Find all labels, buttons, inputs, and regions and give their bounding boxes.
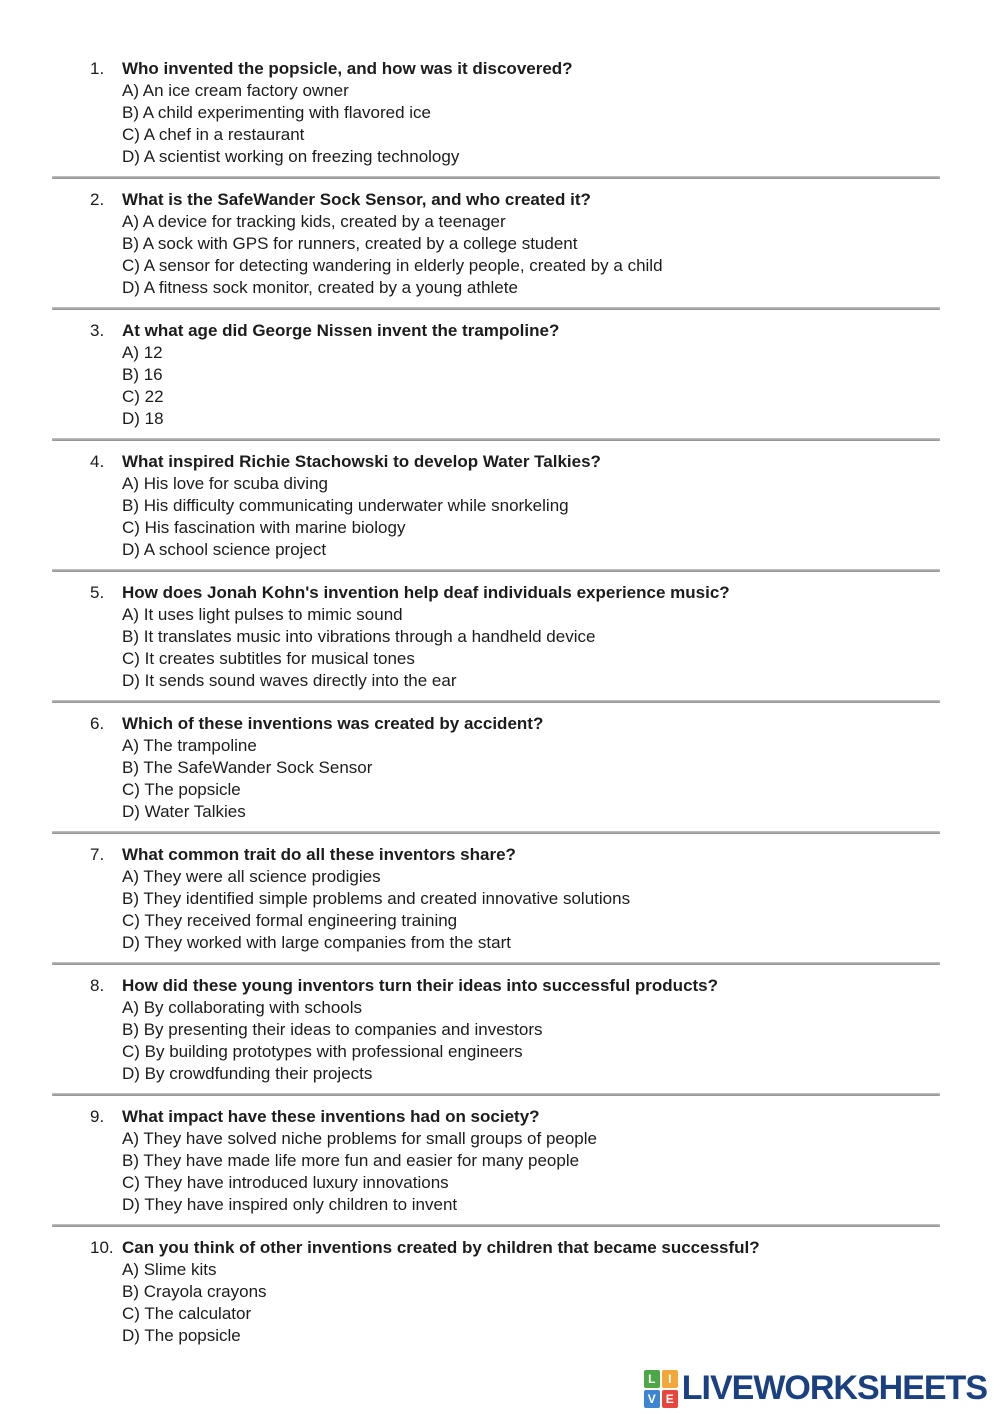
answer-option[interactable]: B) The SafeWander Sock Sensor [122,758,373,777]
answer-option[interactable]: C) His fascination with marine biology [122,518,406,537]
question-divider [52,962,940,965]
answer-options [90,735,940,823]
question-block [90,189,940,299]
answer-option[interactable]: A) It uses light pulses to mimic sound [122,605,403,624]
answer-option[interactable]: D) 18 [122,409,164,428]
question-text: What is the SafeWander Sock Sensor, and who created it? [122,190,591,209]
logo-square-i: I [662,1370,678,1388]
answer-option[interactable]: C) A chef in a restaurant [122,125,305,144]
answer-options [90,1259,940,1347]
answer-option[interactable]: A) By collaborating with schools [122,998,363,1017]
question-divider [52,438,940,441]
question-number: 4. [90,452,105,471]
answer-option[interactable]: D) A school science project [122,540,327,559]
question-divider [52,1093,940,1096]
answer-options [90,473,940,561]
logo-square-v: V [644,1390,660,1408]
answer-option[interactable]: C) By building prototypes with professional engineers [122,1042,523,1061]
answer-option[interactable]: C) The calculator [122,1304,252,1323]
question-block [90,844,940,954]
answer-options [90,211,940,299]
question-text: How did these young inventors turn their ideas into successful products? [122,976,719,995]
answer-options [90,342,940,430]
logo-square-l: L [644,1370,660,1388]
question-block [90,58,940,168]
question-number: 2. [90,190,105,209]
question-divider [52,307,940,310]
question-divider [52,1224,940,1227]
question-block [90,713,940,823]
question-number: 6. [90,714,105,733]
question-block [90,1106,940,1216]
question-block [90,1237,940,1347]
answer-option[interactable]: D) A fitness sock monitor, created by a young athlete [122,278,518,297]
answer-option[interactable]: B) They have made life more fun and easier for many people [122,1151,580,1170]
question-divider [52,569,940,572]
question-block [90,320,940,430]
answer-option[interactable]: A) 12 [122,343,163,362]
question-divider [52,700,940,703]
question-block [90,451,940,561]
answer-options [90,997,940,1085]
answer-option[interactable]: B) They identified simple problems and created innovative solutions [122,889,631,908]
question-number: 8. [90,976,105,995]
answer-option[interactable]: C) A sensor for detecting wandering in elderly people, created by a child [122,256,663,275]
question-number: 10. [90,1238,114,1257]
answer-options [90,866,940,954]
answer-option[interactable]: B) A child experimenting with flavored ice [122,103,431,122]
answer-options [90,80,940,168]
answer-option[interactable]: D) By crowdfunding their projects [122,1064,373,1083]
answer-option[interactable]: D) They have inspired only children to invent [122,1195,458,1214]
answer-option[interactable]: B) Crayola crayons [122,1282,267,1301]
answer-option[interactable]: B) 16 [122,365,163,384]
answer-option[interactable]: B) By presenting their ideas to companies and investors [122,1020,543,1039]
question-block [90,975,940,1085]
question-text: What inspired Richie Stachowski to develop Water Talkies? [122,452,601,471]
question-text: What impact have these inventions had on society? [122,1107,540,1126]
question-text: How does Jonah Kohn's invention help deaf individuals experience music? [122,583,730,602]
liveworksheets-footer [644,1369,987,1408]
question-number: 7. [90,845,105,864]
question-divider [52,831,940,834]
answer-option[interactable]: C) The popsicle [122,780,241,799]
question-text: At what age did George Nissen invent the trampoline? [122,321,560,340]
answer-option[interactable]: C) It creates subtitles for musical tones [122,649,415,668]
answer-option[interactable]: A) An ice cream factory owner [122,81,349,100]
answer-option[interactable]: B) It translates music into vibrations through a handheld device [122,627,596,646]
question-text: Which of these inventions was created by accident? [122,714,544,733]
answer-option[interactable]: C) 22 [122,387,164,406]
answer-option[interactable]: D) The popsicle [122,1326,241,1345]
answer-option[interactable]: D) They worked with large companies from the start [122,933,511,952]
answer-option[interactable]: B) A sock with GPS for runners, created by a college student [122,234,578,253]
answer-option[interactable]: A) They have solved niche problems for small groups of people [122,1129,597,1148]
question-text: What common trait do all these inventors share? [122,845,516,864]
question-divider [52,176,940,179]
question-number: 3. [90,321,105,340]
answer-option[interactable]: D) Water Talkies [122,802,246,821]
answer-option[interactable]: A) A device for tracking kids, created by a teenager [122,212,506,231]
answer-option[interactable]: D) It sends sound waves directly into the ear [122,671,457,690]
question-number: 9. [90,1107,105,1126]
question-number: 5. [90,583,105,602]
answer-option[interactable]: A) They were all science prodigies [122,867,381,886]
question-text: Who invented the popsicle, and how was it discovered? [122,59,573,78]
answer-option[interactable]: C) They received formal engineering training [122,911,458,930]
answer-option[interactable]: A) Slime kits [122,1260,217,1279]
logo-square-e: E [662,1390,678,1408]
question-text: Can you think of other inventions created by children that became successful? [122,1238,760,1257]
question-number: 1. [90,59,105,78]
question-block [90,582,940,692]
answer-options [90,1128,940,1216]
liveworksheets-logo-icon [644,1370,678,1408]
liveworksheets-wordmark: LIVEWORKSHEETS [681,1369,987,1407]
answer-option[interactable]: B) His difficulty communicating underwater while snorkeling [122,496,569,515]
answer-option[interactable]: D) A scientist working on freezing technology [122,147,460,166]
answer-option[interactable]: A) His love for scuba diving [122,474,328,493]
answer-options [90,604,940,692]
answer-option[interactable]: C) They have introduced luxury innovations [122,1173,449,1192]
answer-option[interactable]: A) The trampoline [122,736,257,755]
